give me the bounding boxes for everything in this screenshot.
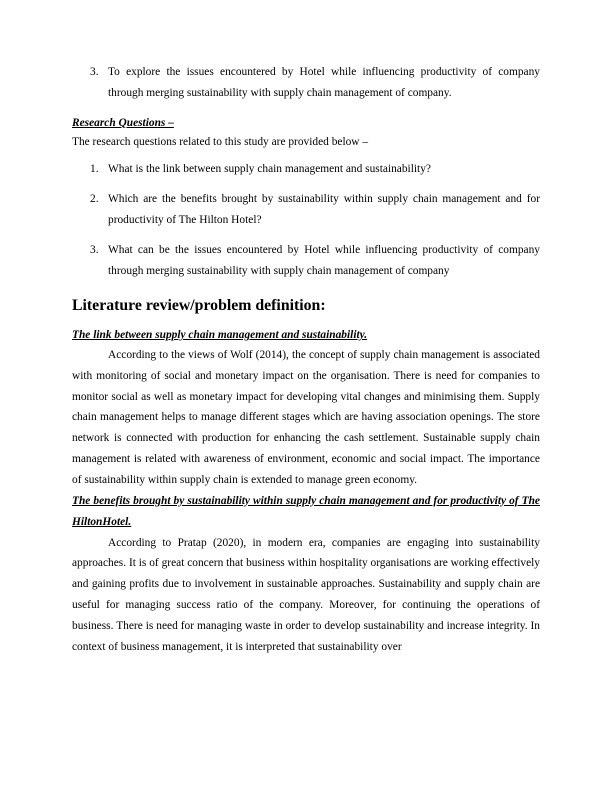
list-text: To explore the issues encountered by Hotel while influencing productivity of company through merging sustainability with supply chain management of company.: [108, 66, 540, 99]
section-2-body: According to Pratap (2020), in modern era, companies are engaging into sustainability approaches. It is of great concern that business within hospitality organisations are working effectively and gaining profits due to involvement in sustainable approaches. Sustainability and supply chain are useful for managing success ratio of the company. Moreover, for continuing the operations of business. There is need for managing waste in order to develop sustainability and increase integrity. In context of business management, it is interpreted that sustainability over: [72, 536, 540, 653]
list-number: 2.: [90, 193, 99, 205]
list-text: What can be the issues encountered by Hotel while influencing productivity of company through merging sustainability with supply chain management of company: [108, 244, 540, 277]
list-text: Which are the benefits brought by sustainability within supply chain management and for productivity of The Hilton Hotel?: [108, 193, 540, 226]
list-number: 3.: [90, 66, 99, 78]
research-question-2: [72, 189, 540, 231]
research-questions-intro: The research questions related to this study are provided below –: [72, 136, 369, 148]
literature-review-heading: Literature review/problem definition:: [72, 297, 326, 314]
objective-item-3: [72, 62, 540, 104]
research-questions-heading: Research Questions –: [72, 117, 174, 129]
section-1-body: According to the views of Wolf (2014), the concept of supply chain management is associated with monitoring of social and monetary impact on the organisation. There is need for companies to monitor social as well as monetary impact for developing vital changes and minimising them. Supply chain management helps to manage different stages which are having association openings. The store network is connected with production for enhancing the cash settlement. Sustainable supply chain management is related with awareness of environment, economic and social impact. The importance of sustainability within supply chain is extended to manage green economy.: [72, 349, 540, 486]
list-number: 1.: [90, 163, 99, 175]
list-text: What is the link between supply chain management and sustainability?: [108, 163, 431, 175]
section-2-heading: The benefits brought by sustainability within supply chain management and for productivity of The HiltonHotel.: [72, 494, 540, 528]
list-number: 3.: [90, 244, 99, 256]
research-question-1: [72, 159, 540, 180]
research-question-3: [72, 240, 540, 282]
section-1-heading: The link between supply chain management and sustainability.: [72, 329, 368, 341]
document-page: [72, 62, 540, 657]
